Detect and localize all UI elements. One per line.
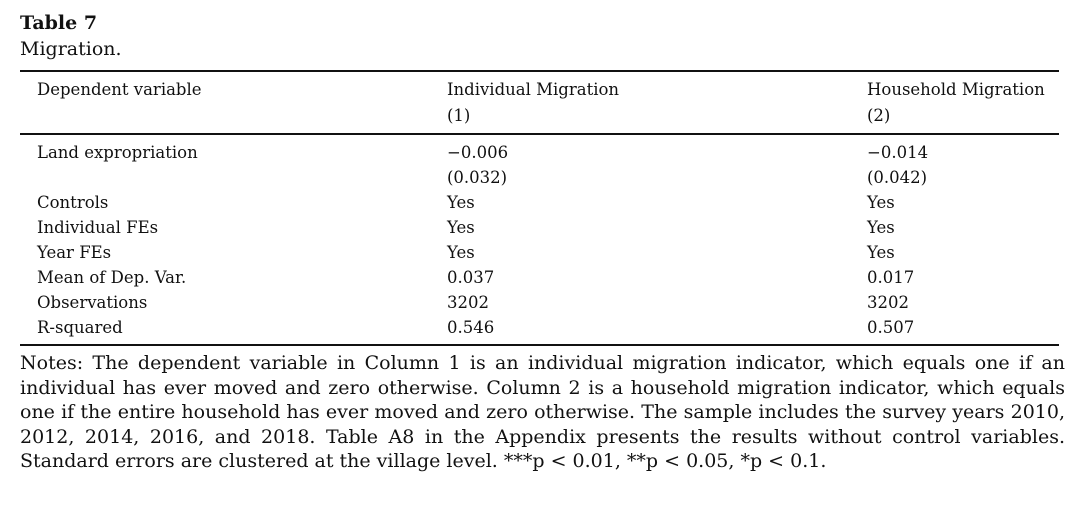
row-col1-value: Yes — [447, 193, 475, 212]
row-col1-value: 0.546 — [447, 318, 495, 337]
table-label: Table 7 — [20, 12, 98, 34]
row-col1-value: (0.032) — [447, 168, 508, 187]
table-notes: Notes: The dependent variable in Column 1 is an individual migration indicator, which equals one if an individual has ever moved and zero otherwise. Column 2 is a household migration indicator, which equals one if the entire household has ever moved and zero otherwise. The sample includes the survey years 2010, 2012, 2014, 2016, and 2018. Table A8 in the Appendix presents the results without control variables. Standard errors are clustered at the village level. ***p < 0.01, **p < 0.05, *p < 0.1. — [20, 352, 1065, 472]
row-col2-value: 0.017 — [867, 268, 915, 287]
header-dependent-variable: Dependent variable — [37, 80, 202, 99]
row-col1-value: Yes — [447, 243, 475, 262]
row-col2-value: 3202 — [867, 293, 909, 312]
header-col1-name: Individual Migration — [447, 80, 620, 99]
header-col1-number: (1) — [447, 106, 471, 125]
bottom-rule — [20, 344, 1059, 346]
row-col2-value: −0.014 — [867, 143, 929, 162]
row-col2-value: Yes — [867, 193, 895, 212]
row-label: Year FEs — [37, 243, 112, 262]
header-col2-number: (2) — [867, 106, 891, 125]
row-col1-value: 3202 — [447, 293, 489, 312]
table-caption: Migration. — [20, 38, 122, 60]
row-col1-value: Yes — [447, 218, 475, 237]
row-label: Controls — [37, 193, 109, 212]
row-col2-value: Yes — [867, 218, 895, 237]
header-rule — [20, 133, 1059, 135]
row-col2-value: 0.507 — [867, 318, 915, 337]
row-label: Observations — [37, 293, 148, 312]
row-label: Land expropriation — [37, 143, 198, 162]
row-col1-value: −0.006 — [447, 143, 509, 162]
row-col1-value: 0.037 — [447, 268, 495, 287]
row-label: Mean of Dep. Var. — [37, 268, 187, 287]
row-col2-value: Yes — [867, 243, 895, 262]
row-label: Individual FEs — [37, 218, 159, 237]
header-col2-name: Household Migration — [867, 80, 1045, 99]
top-rule — [20, 70, 1059, 72]
row-col2-value: (0.042) — [867, 168, 928, 187]
row-label: R-squared — [37, 318, 123, 337]
